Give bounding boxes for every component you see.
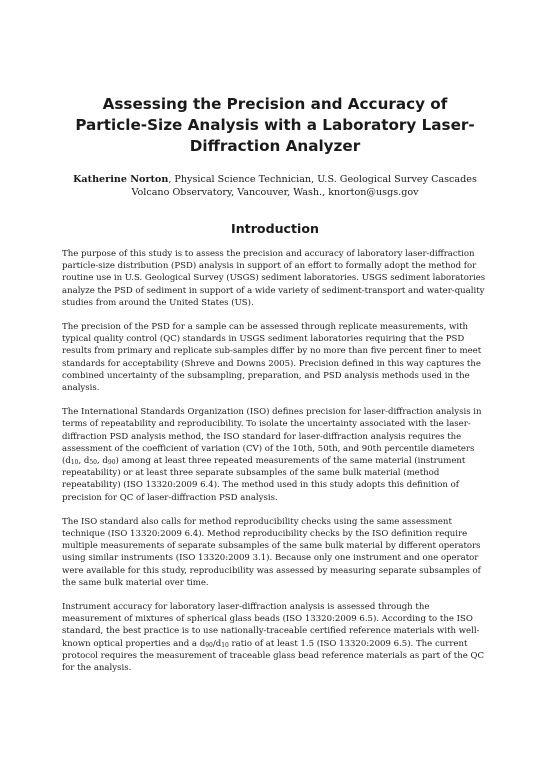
paragraph-3-text: ) among at least three repeated measurements of the same material (instrument repeatability) or at least three separate subsamples of the same bulk material (method repeatability) (ISO 13320:2009 6.4). The method used in this study adopts this definition of precision for QC of laser-diffraction PSD analysis. (62, 456, 466, 503)
paper-title: Assessing the Precision and Accuracy of Particle-Size Analysis with a Laboratory Laser-Diffraction Analyzer (75, 95, 475, 155)
subscript: 10 (221, 641, 229, 649)
author-name: Katherine Norton (73, 174, 169, 185)
paragraph-5-text: /d (212, 638, 222, 649)
subscript: 90 (205, 641, 213, 649)
paragraph-4: The ISO standard also calls for method reproducibility checks using the same assessment technique (ISO 13320:2009 6.4). Method reproducibility checks by the ISO definition require multiple measurements of separate subsamples of the same bulk material by different operators using similar instruments (ISO 13320:2009 3.1). Because only one instrument and one operator were available for this study, reproducibility was assessed by measuring separate subsamples of the same bulk material over time. (62, 516, 481, 588)
subscript: 10 (70, 459, 79, 467)
paragraph-3-text: , d (78, 456, 90, 467)
subscript: 90 (107, 459, 116, 467)
paragraph-5-text: Instrument accuracy for laboratory laser-diffraction analysis is assessed through the measurement of mixtures of spherical glass beads (ISO 13320:2009 6.5). According to the ISO standard, the best practice is to use nationally-traceable certified reference materials with well-known optical properties and a d (62, 602, 480, 649)
paragraph-1: The purpose of this study is to assess the precision and accuracy of laboratory laser-diffraction particle-size distribution (PSD) analysis in support of an effort to formally adopt the method for routine use in U.S. Geological Survey (USGS) sediment laboratories. USGS sediment laboratories analyze the PSD of sediment in support of a wide variety of sediment-transport and water-quality studies from around the United States (US). (62, 249, 486, 308)
author-affiliation: , Physical Science Technician, U.S. Geological Survey Cascades Volcano Observatory, Vancouver, Wash., knorton@usgs.gov (131, 174, 477, 198)
author-line (62, 173, 488, 199)
section-heading-introduction: Introduction (231, 221, 319, 236)
subscript: 50 (89, 459, 97, 467)
paragraph-2: The precision of the PSD for a sample can be assessed through replicate measurements, with typical quality control (QC) standards in USGS sediment laboratories requiring that the PSD results from primary and replicate sub-samples differ by no more than five percent finer to meet standards for acceptability (Shreve and Downs 2005). Precision defined in this way captures the combined uncertainty of the subsampling, preparation, and PSD analysis methods used in the analysis. (62, 322, 482, 394)
paragraph-5-text: ratio of at least 1.5 (ISO 13320:2009 6.5). The current protocol requires the measurement of traceable glass bead reference materials as part of the QC for the analysis. (62, 638, 485, 674)
paragraph-3-text: The International Standards Organization (ISO) defines precision for laser-diffraction analysis in terms of repeatability and reproducibility. To isolate the uncertainty associated with the laser-diffraction PSD analysis method, the ISO standard for laser-diffraction analysis requires the assessment of the coefficient of variation (CV) of the 10th, 50th, and 90th percentile diameters (d (62, 407, 482, 467)
paragraph-3-text: , d (97, 456, 108, 467)
paragraph-3 (62, 406, 488, 504)
paragraph-5 (62, 601, 488, 674)
